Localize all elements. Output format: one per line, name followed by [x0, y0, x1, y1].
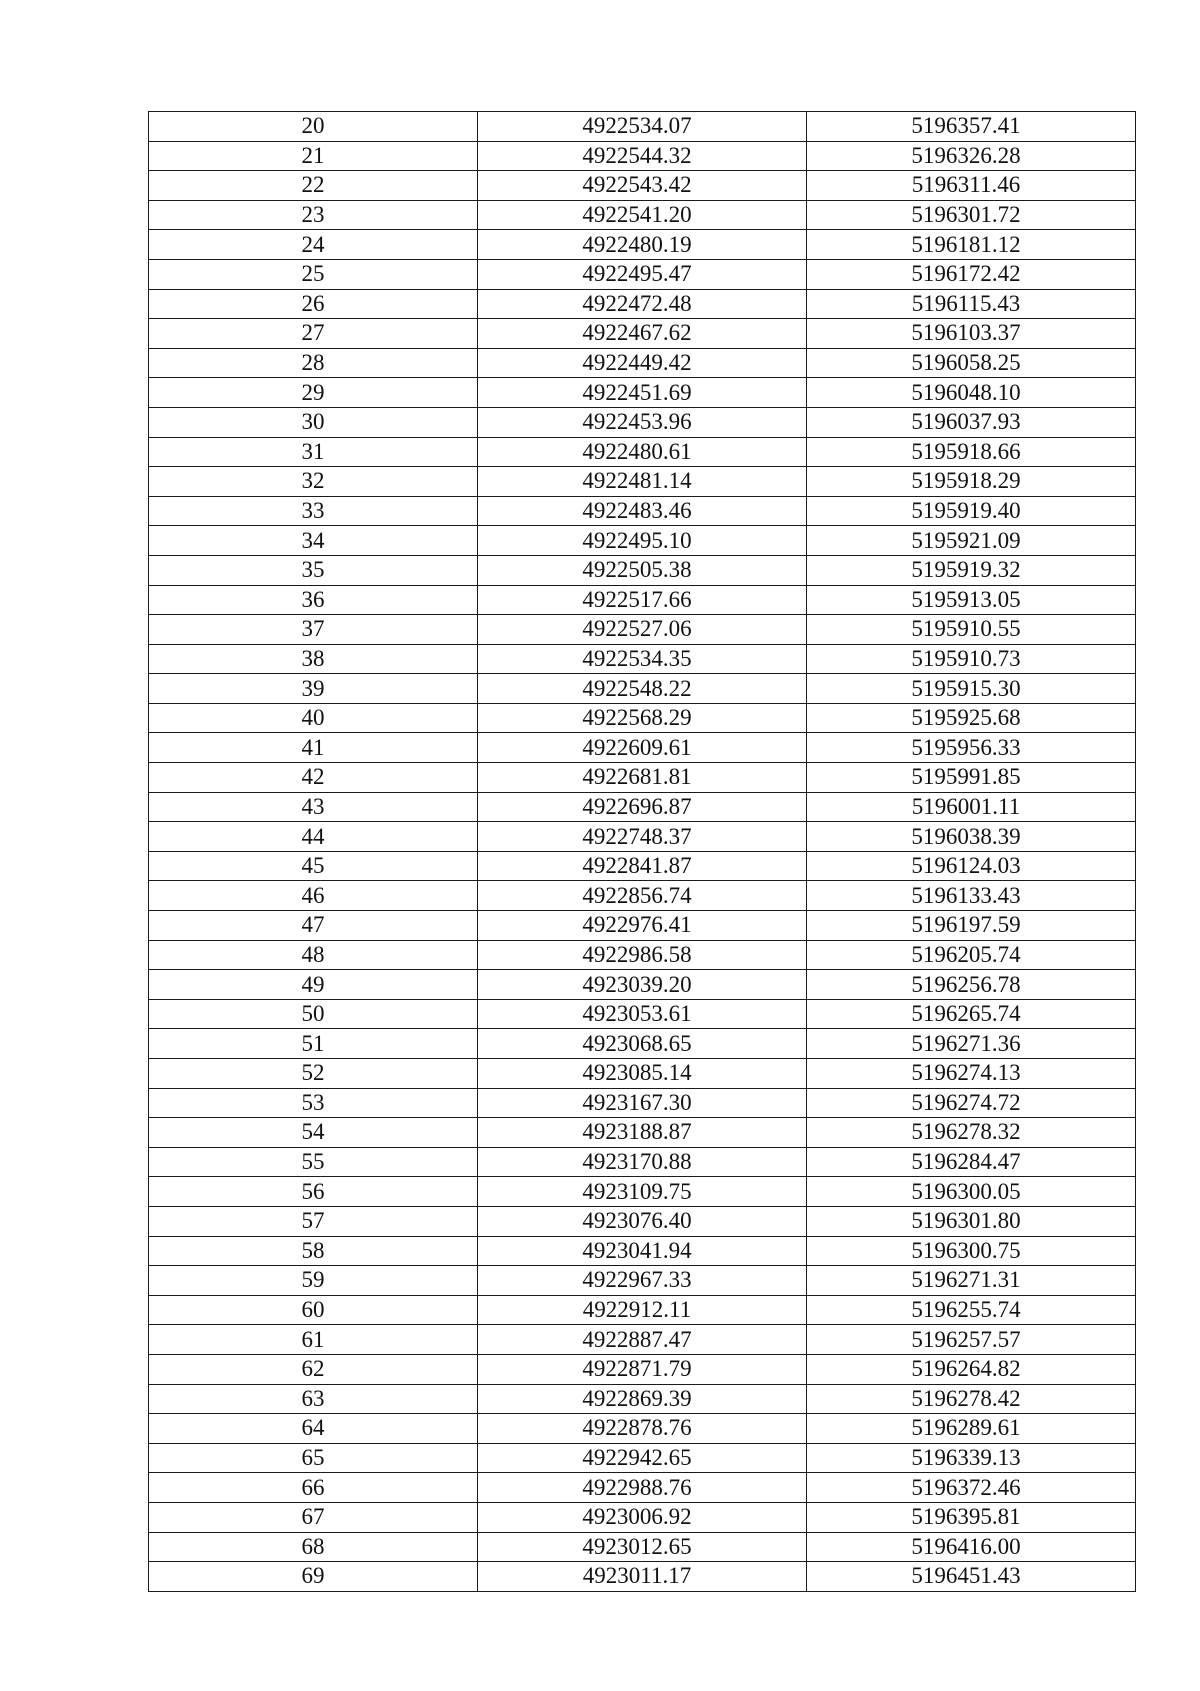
- table-row: [149, 496, 1136, 526]
- point-number-cell: 34: [149, 526, 478, 556]
- x-coordinate-cell: 4922453.96: [478, 407, 807, 437]
- x-coordinate-cell: 4922527.06: [478, 615, 807, 645]
- point-number-cell: 37: [149, 615, 478, 645]
- table-row: [149, 1147, 1136, 1177]
- table-row: [149, 555, 1136, 585]
- y-coordinate-cell: 5196300.05: [807, 1177, 1136, 1207]
- table-row: [149, 1532, 1136, 1562]
- y-coordinate-cell: 5196048.10: [807, 378, 1136, 408]
- x-coordinate-cell: 4922495.10: [478, 526, 807, 556]
- y-coordinate-cell: 5195910.73: [807, 644, 1136, 674]
- point-number-cell: 68: [149, 1532, 478, 1562]
- x-coordinate-cell: 4922517.66: [478, 585, 807, 615]
- point-number-cell: 65: [149, 1443, 478, 1473]
- table-row: [149, 230, 1136, 260]
- point-number-cell: 66: [149, 1473, 478, 1503]
- x-coordinate-cell: 4922472.48: [478, 289, 807, 319]
- y-coordinate-cell: 5196181.12: [807, 230, 1136, 260]
- table-row: [149, 851, 1136, 881]
- y-coordinate-cell: 5196278.42: [807, 1384, 1136, 1414]
- y-coordinate-cell: 5196339.13: [807, 1443, 1136, 1473]
- y-coordinate-cell: 5196301.72: [807, 200, 1136, 230]
- y-coordinate-cell: 5196274.72: [807, 1088, 1136, 1118]
- x-coordinate-cell: 4922869.39: [478, 1384, 807, 1414]
- y-coordinate-cell: 5195991.85: [807, 763, 1136, 793]
- y-coordinate-cell: 5195919.40: [807, 496, 1136, 526]
- y-coordinate-cell: 5196271.36: [807, 1029, 1136, 1059]
- y-coordinate-cell: 5196255.74: [807, 1295, 1136, 1325]
- table-row: [149, 407, 1136, 437]
- point-number-cell: 29: [149, 378, 478, 408]
- point-number-cell: 58: [149, 1236, 478, 1266]
- x-coordinate-cell: 4922609.61: [478, 733, 807, 763]
- table-row: [149, 822, 1136, 852]
- x-coordinate-cell: 4923170.88: [478, 1147, 807, 1177]
- point-number-cell: 57: [149, 1206, 478, 1236]
- table-row: [149, 1502, 1136, 1532]
- y-coordinate-cell: 5195910.55: [807, 615, 1136, 645]
- table-row: [149, 200, 1136, 230]
- point-number-cell: 39: [149, 674, 478, 704]
- x-coordinate-cell: 4922988.76: [478, 1473, 807, 1503]
- x-coordinate-cell: 4923053.61: [478, 999, 807, 1029]
- point-number-cell: 28: [149, 348, 478, 378]
- y-coordinate-cell: 5196357.41: [807, 112, 1136, 142]
- x-coordinate-cell: 4922748.37: [478, 822, 807, 852]
- coordinates-table: [148, 111, 1136, 1592]
- x-coordinate-cell: 4922495.47: [478, 259, 807, 289]
- x-coordinate-cell: 4923011.17: [478, 1562, 807, 1592]
- table-row: [149, 674, 1136, 704]
- y-coordinate-cell: 5196395.81: [807, 1502, 1136, 1532]
- y-coordinate-cell: 5196124.03: [807, 851, 1136, 881]
- y-coordinate-cell: 5196001.11: [807, 792, 1136, 822]
- y-coordinate-cell: 5196172.42: [807, 259, 1136, 289]
- coordinates-table-body: [149, 112, 1136, 1592]
- y-coordinate-cell: 5196416.00: [807, 1532, 1136, 1562]
- point-number-cell: 61: [149, 1325, 478, 1355]
- y-coordinate-cell: 5196133.43: [807, 881, 1136, 911]
- table-row: [149, 1177, 1136, 1207]
- y-coordinate-cell: 5196300.75: [807, 1236, 1136, 1266]
- point-number-cell: 53: [149, 1088, 478, 1118]
- y-coordinate-cell: 5196326.28: [807, 141, 1136, 171]
- x-coordinate-cell: 4923085.14: [478, 1059, 807, 1089]
- x-coordinate-cell: 4922856.74: [478, 881, 807, 911]
- x-coordinate-cell: 4922449.42: [478, 348, 807, 378]
- table-row: [149, 940, 1136, 970]
- table-row: [149, 1295, 1136, 1325]
- y-coordinate-cell: 5196265.74: [807, 999, 1136, 1029]
- table-row: [149, 644, 1136, 674]
- y-coordinate-cell: 5195925.68: [807, 703, 1136, 733]
- x-coordinate-cell: 4922681.81: [478, 763, 807, 793]
- table-row: [149, 1266, 1136, 1296]
- x-coordinate-cell: 4922480.19: [478, 230, 807, 260]
- table-row: [149, 171, 1136, 201]
- x-coordinate-cell: 4922480.61: [478, 437, 807, 467]
- x-coordinate-cell: 4922976.41: [478, 911, 807, 941]
- table-row: [149, 792, 1136, 822]
- point-number-cell: 31: [149, 437, 478, 467]
- x-coordinate-cell: 4922967.33: [478, 1266, 807, 1296]
- x-coordinate-cell: 4922696.87: [478, 792, 807, 822]
- point-number-cell: 54: [149, 1118, 478, 1148]
- y-coordinate-cell: 5196115.43: [807, 289, 1136, 319]
- x-coordinate-cell: 4923188.87: [478, 1118, 807, 1148]
- point-number-cell: 36: [149, 585, 478, 615]
- table-row: [149, 615, 1136, 645]
- table-row: [149, 319, 1136, 349]
- y-coordinate-cell: 5196274.13: [807, 1059, 1136, 1089]
- y-coordinate-cell: 5196257.57: [807, 1325, 1136, 1355]
- y-coordinate-cell: 5196278.32: [807, 1118, 1136, 1148]
- point-number-cell: 24: [149, 230, 478, 260]
- table-row: [149, 970, 1136, 1000]
- y-coordinate-cell: 5196284.47: [807, 1147, 1136, 1177]
- point-number-cell: 46: [149, 881, 478, 911]
- table-row: [149, 703, 1136, 733]
- point-number-cell: 55: [149, 1147, 478, 1177]
- point-number-cell: 49: [149, 970, 478, 1000]
- y-coordinate-cell: 5196038.39: [807, 822, 1136, 852]
- x-coordinate-cell: 4922942.65: [478, 1443, 807, 1473]
- x-coordinate-cell: 4923109.75: [478, 1177, 807, 1207]
- table-row: [149, 259, 1136, 289]
- table-row: [149, 763, 1136, 793]
- point-number-cell: 45: [149, 851, 478, 881]
- point-number-cell: 56: [149, 1177, 478, 1207]
- table-row: [149, 1325, 1136, 1355]
- point-number-cell: 50: [149, 999, 478, 1029]
- y-coordinate-cell: 5196103.37: [807, 319, 1136, 349]
- y-coordinate-cell: 5196451.43: [807, 1562, 1136, 1592]
- point-number-cell: 64: [149, 1414, 478, 1444]
- point-number-cell: 26: [149, 289, 478, 319]
- y-coordinate-cell: 5195921.09: [807, 526, 1136, 556]
- point-number-cell: 63: [149, 1384, 478, 1414]
- table-row: [149, 1029, 1136, 1059]
- x-coordinate-cell: 4923041.94: [478, 1236, 807, 1266]
- point-number-cell: 30: [149, 407, 478, 437]
- y-coordinate-cell: 5196037.93: [807, 407, 1136, 437]
- point-number-cell: 41: [149, 733, 478, 763]
- point-number-cell: 22: [149, 171, 478, 201]
- point-number-cell: 51: [149, 1029, 478, 1059]
- y-coordinate-cell: 5196256.78: [807, 970, 1136, 1000]
- y-coordinate-cell: 5195919.32: [807, 555, 1136, 585]
- y-coordinate-cell: 5196205.74: [807, 940, 1136, 970]
- y-coordinate-cell: 5195956.33: [807, 733, 1136, 763]
- table-row: [149, 437, 1136, 467]
- point-number-cell: 21: [149, 141, 478, 171]
- table-row: [149, 1118, 1136, 1148]
- table-row: [149, 881, 1136, 911]
- point-number-cell: 44: [149, 822, 478, 852]
- x-coordinate-cell: 4923167.30: [478, 1088, 807, 1118]
- x-coordinate-cell: 4922548.22: [478, 674, 807, 704]
- y-coordinate-cell: 5196271.31: [807, 1266, 1136, 1296]
- x-coordinate-cell: 4922505.38: [478, 555, 807, 585]
- x-coordinate-cell: 4923076.40: [478, 1206, 807, 1236]
- table-row: [149, 467, 1136, 497]
- point-number-cell: 20: [149, 112, 478, 142]
- x-coordinate-cell: 4922534.07: [478, 112, 807, 142]
- point-number-cell: 52: [149, 1059, 478, 1089]
- x-coordinate-cell: 4923012.65: [478, 1532, 807, 1562]
- point-number-cell: 67: [149, 1502, 478, 1532]
- y-coordinate-cell: 5195918.29: [807, 467, 1136, 497]
- y-coordinate-cell: 5196197.59: [807, 911, 1136, 941]
- point-number-cell: 62: [149, 1354, 478, 1384]
- x-coordinate-cell: 4922841.87: [478, 851, 807, 881]
- x-coordinate-cell: 4922451.69: [478, 378, 807, 408]
- x-coordinate-cell: 4922541.20: [478, 200, 807, 230]
- x-coordinate-cell: 4922912.11: [478, 1295, 807, 1325]
- table-row: [149, 1473, 1136, 1503]
- point-number-cell: 59: [149, 1266, 478, 1296]
- table-row: [149, 1384, 1136, 1414]
- y-coordinate-cell: 5196372.46: [807, 1473, 1136, 1503]
- x-coordinate-cell: 4922534.35: [478, 644, 807, 674]
- x-coordinate-cell: 4922467.62: [478, 319, 807, 349]
- y-coordinate-cell: 5196301.80: [807, 1206, 1136, 1236]
- y-coordinate-cell: 5195913.05: [807, 585, 1136, 615]
- x-coordinate-cell: 4922871.79: [478, 1354, 807, 1384]
- table-row: [149, 999, 1136, 1029]
- table-row: [149, 1414, 1136, 1444]
- point-number-cell: 33: [149, 496, 478, 526]
- x-coordinate-cell: 4922878.76: [478, 1414, 807, 1444]
- table-row: [149, 1206, 1136, 1236]
- point-number-cell: 69: [149, 1562, 478, 1592]
- x-coordinate-cell: 4922887.47: [478, 1325, 807, 1355]
- point-number-cell: 27: [149, 319, 478, 349]
- y-coordinate-cell: 5196058.25: [807, 348, 1136, 378]
- x-coordinate-cell: 4923068.65: [478, 1029, 807, 1059]
- table-row: [149, 1088, 1136, 1118]
- point-number-cell: 48: [149, 940, 478, 970]
- table-row: [149, 1059, 1136, 1089]
- table-row: [149, 733, 1136, 763]
- point-number-cell: 25: [149, 259, 478, 289]
- y-coordinate-cell: 5196264.82: [807, 1354, 1136, 1384]
- table-row: [149, 911, 1136, 941]
- x-coordinate-cell: 4923039.20: [478, 970, 807, 1000]
- x-coordinate-cell: 4922568.29: [478, 703, 807, 733]
- point-number-cell: 47: [149, 911, 478, 941]
- table-row: [149, 112, 1136, 142]
- x-coordinate-cell: 4922483.46: [478, 496, 807, 526]
- x-coordinate-cell: 4923006.92: [478, 1502, 807, 1532]
- x-coordinate-cell: 4922986.58: [478, 940, 807, 970]
- table-row: [149, 289, 1136, 319]
- point-number-cell: 35: [149, 555, 478, 585]
- point-number-cell: 60: [149, 1295, 478, 1325]
- table-row: [149, 348, 1136, 378]
- x-coordinate-cell: 4922544.32: [478, 141, 807, 171]
- table-row: [149, 1443, 1136, 1473]
- y-coordinate-cell: 5195915.30: [807, 674, 1136, 704]
- x-coordinate-cell: 4922543.42: [478, 171, 807, 201]
- point-number-cell: 23: [149, 200, 478, 230]
- table-row: [149, 1354, 1136, 1384]
- table-row: [149, 585, 1136, 615]
- table-row: [149, 141, 1136, 171]
- point-number-cell: 32: [149, 467, 478, 497]
- x-coordinate-cell: 4922481.14: [478, 467, 807, 497]
- point-number-cell: 43: [149, 792, 478, 822]
- table-row: [149, 378, 1136, 408]
- table-row: [149, 526, 1136, 556]
- y-coordinate-cell: 5196289.61: [807, 1414, 1136, 1444]
- point-number-cell: 38: [149, 644, 478, 674]
- table-row: [149, 1562, 1136, 1592]
- y-coordinate-cell: 5195918.66: [807, 437, 1136, 467]
- table-row: [149, 1236, 1136, 1266]
- y-coordinate-cell: 5196311.46: [807, 171, 1136, 201]
- point-number-cell: 42: [149, 763, 478, 793]
- point-number-cell: 40: [149, 703, 478, 733]
